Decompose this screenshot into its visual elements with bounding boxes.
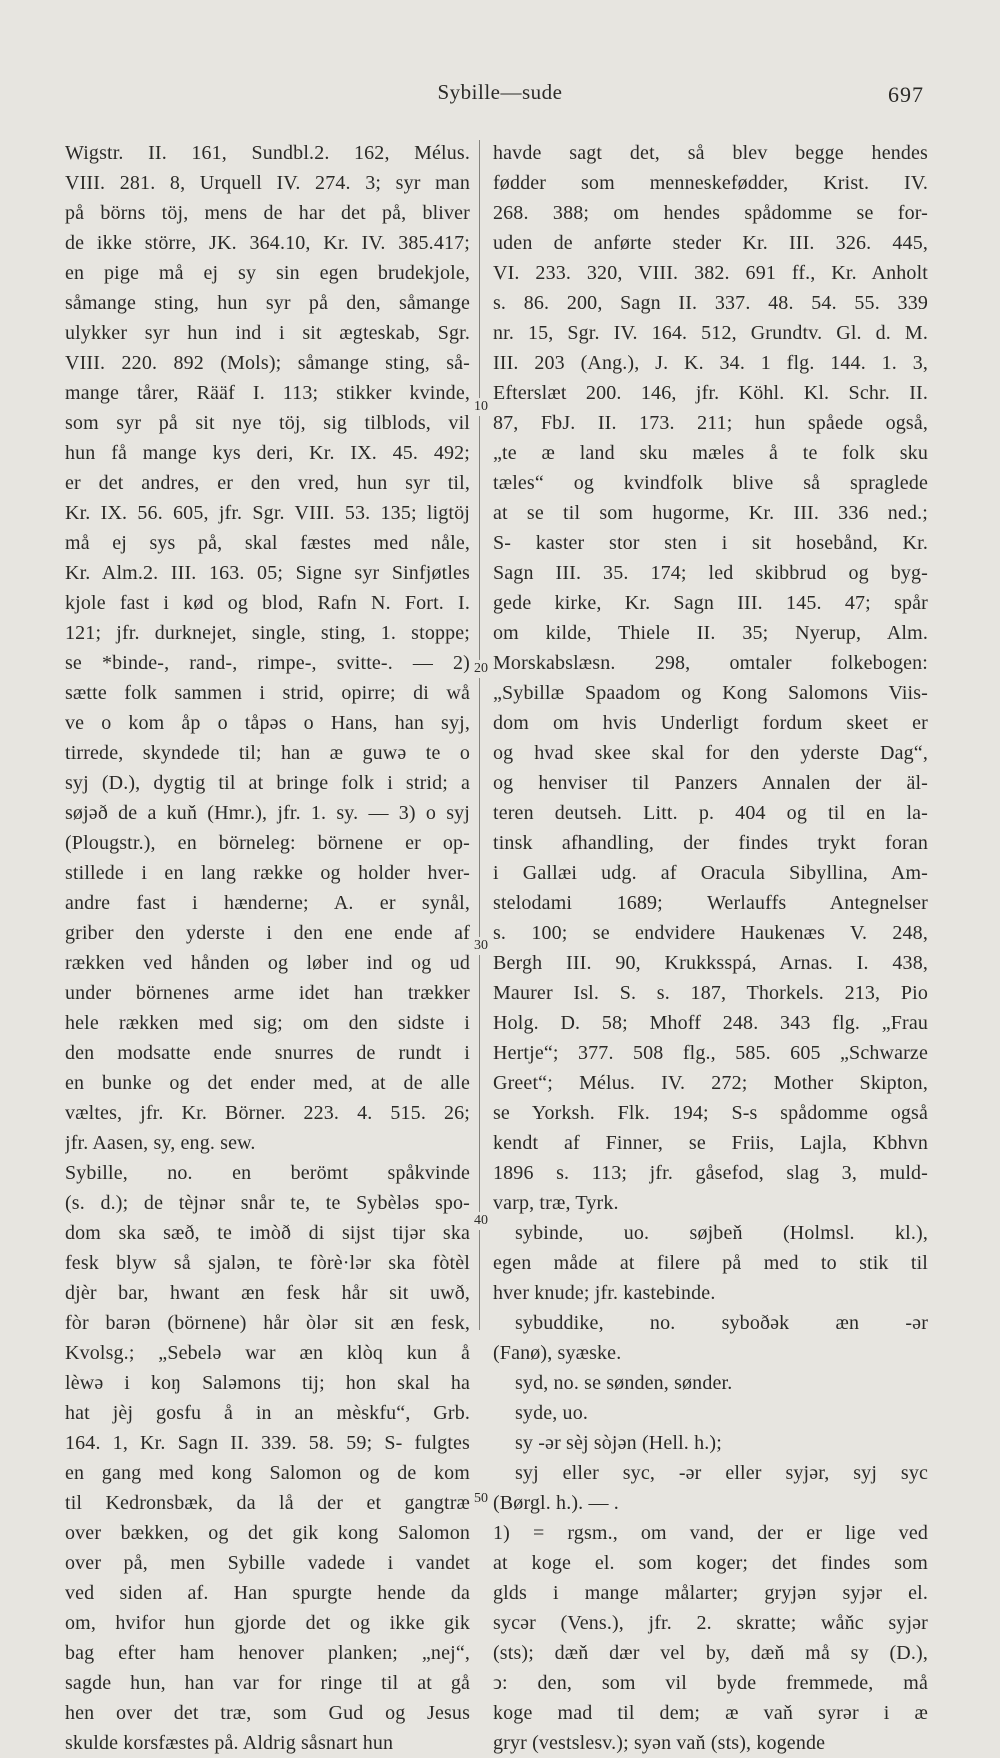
text-line: Sybille, no. en berömt spåkvinde xyxy=(65,1162,470,1184)
text-line: skulde korsfæstes på. Aldrig såsnart hun xyxy=(65,1732,394,1754)
line-number: 50 xyxy=(471,1490,491,1508)
text-line: rækken ved hånden og løber ind og ud xyxy=(65,952,470,974)
text-line: se Yorksh. Flk. 194; S-s spådomme også xyxy=(493,1102,928,1124)
text-line: „Sybillæ Spaadom og Kong Salomons Viis- xyxy=(493,682,928,704)
text-line: VIII. 220. 892 (Mols); såmange sting, så- xyxy=(65,352,470,374)
text-line: djèr bar, hwant æn fesk hår sit uwð, xyxy=(65,1282,470,1304)
text-line: Bergh III. 90, Krukksspá, Arnas. I. 438, xyxy=(493,952,928,974)
text-line: se *binde-, rand-, rimpe-, svitte-. — 2) xyxy=(65,652,470,674)
text-line: griber den yderste i den ene ende af xyxy=(65,922,470,944)
text-line: sagde hun, han var for ringe til at gå xyxy=(65,1672,470,1694)
text-line: (sts); dæň dær vel by, dæň må sy (D.), xyxy=(493,1642,928,1664)
text-line: VIII. 281. 8, Urquell IV. 274. 3; syr man xyxy=(65,172,470,194)
text-line: andre fast i hænderne; A. er synål, xyxy=(65,892,470,914)
text-line: uden de anførte steder Kr. III. 326. 445, xyxy=(493,232,928,254)
text-line: (s. d.); de tèjnər snår te, te Sybèləs spo- xyxy=(65,1192,470,1214)
text-line: syde, uo. xyxy=(515,1402,589,1424)
text-line: til Kedronsbæk, da lå der et gangtræ xyxy=(65,1492,470,1514)
text-line: 1) = rgsm., om vand, der er lige ved xyxy=(493,1522,928,1544)
page-header xyxy=(0,78,1000,108)
text-line: sybinde, uo. søjbeň (Holmsl. kl.), xyxy=(515,1222,928,1244)
text-line: lèwə i koŋ Saləmons tij; hon skal ha xyxy=(65,1372,470,1394)
text-line: 121; jfr. durknejet, single, sting, 1. stoppe; xyxy=(65,622,470,644)
text-line: sycər (Vens.), jfr. 2. skratte; wåňc syjər xyxy=(493,1612,928,1634)
right-column xyxy=(493,138,928,1758)
text-line: at se til som hugorme, Kr. III. 336 ned.; xyxy=(493,502,928,524)
text-line: tæles“ og kvindfolk blive så spraglede xyxy=(493,472,928,494)
text-line: fesk blyw så sjalən, te fòrè·lər ska fòtèl xyxy=(65,1252,470,1274)
text-line: sætte folk sammen i strid, opirre; di wå xyxy=(65,682,470,704)
text-line: 268. 388; om hendes spådomme se for- xyxy=(493,202,928,224)
text-line: væltes, jfr. Kr. Börner. 223. 4. 515. 26; xyxy=(65,1102,470,1124)
text-line: stelodami 1689; Werlauffs Antegnelser xyxy=(493,892,928,914)
text-line: ve o kom åp o tåpəs o Hans, han syj, xyxy=(65,712,470,734)
text-line: sybuddike, no. syboðək æn -ər xyxy=(515,1312,928,1334)
text-line: hver knude; jfr. kastebinde. xyxy=(493,1282,716,1304)
text-line: hen over det træ, som Gud og Jesus xyxy=(65,1702,470,1724)
text-line: glds i mange målarter; gryjən syjər el. xyxy=(493,1582,928,1604)
text-line: søjəð de a kuň (Hmr.), jfr. 1. sy. — 3) o syj xyxy=(65,802,470,824)
text-line: ulykker syr hun ind i sit ægteskab, Sgr. xyxy=(65,322,470,344)
text-line: som syr på sit nye töj, sig tilblods, vil xyxy=(65,412,470,434)
text-line: 1896 s. 113; jfr. gåsefod, slag 3, muld- xyxy=(493,1162,928,1184)
text-line: en gang med kong Salomon og de kom xyxy=(65,1462,470,1484)
text-line: Wigstr. II. 161, Sundbl.2. 162, Mélus. xyxy=(65,142,470,164)
text-line: nr. 15, Sgr. IV. 164. 512, Grundtv. Gl. d. M. xyxy=(493,322,928,344)
text-line: gede kirke, Kr. Sagn III. 145. 47; spår xyxy=(493,592,928,614)
text-line: (Fanø), syæske. xyxy=(493,1342,622,1364)
line-number: 10 xyxy=(471,398,491,416)
text-line: koge mad til dem; æ vaň syrər i æ xyxy=(493,1702,928,1724)
text-line: kjole fast i kød og blod, Rafn N. Fort. I. xyxy=(65,592,470,614)
text-line: Sagn III. 35. 174; led skibbrud og byg- xyxy=(493,562,928,584)
text-line: fòr barən (börnene) hår òlər sit æn fesk, xyxy=(65,1312,470,1334)
text-line: Efterslæt 200. 146, jfr. Köhl. Kl. Schr. II. xyxy=(493,382,928,404)
text-line: bag efter ham henover planken; „nej“, xyxy=(65,1642,470,1664)
text-line: over bækken, og det gik kong Salomon xyxy=(65,1522,470,1544)
text-line: Greet“; Mélus. IV. 272; Mother Skipton, xyxy=(493,1072,928,1094)
text-line: teren deutseh. Litt. p. 404 og til en la- xyxy=(493,802,928,824)
text-line: må ej sys på, skal fæstes med nåle, xyxy=(65,532,470,554)
text-line: er det andres, er den vred, hun syr til, xyxy=(65,472,470,494)
text-line: en pige må ej sy sin egen brudekjole, xyxy=(65,262,470,284)
text-line: III. 203 (Ang.), J. K. 34. 1 flg. 144. 1. 3, xyxy=(493,352,928,374)
text-line: varp, træ, Tyrk. xyxy=(493,1192,619,1214)
text-line: dom ska sæð, te imòð di sijst tijər ska xyxy=(65,1222,470,1244)
text-line: Kr. Alm.2. III. 163. 05; Signe syr Sinfjøtles xyxy=(65,562,470,584)
text-line: om kilde, Thiele II. 35; Nyerup, Alm. xyxy=(493,622,928,644)
text-line: under börnenes arme idet han trækker xyxy=(65,982,470,1004)
text-line: s. 100; se endvidere Haukenæs V. 248, xyxy=(493,922,928,944)
line-number: 20 xyxy=(471,660,491,678)
text-line: fødder som menneskefødder, Krist. IV. xyxy=(493,172,928,194)
text-line: mange tårer, Rääf I. 113; stikker kvinde, xyxy=(65,382,470,404)
column-divider xyxy=(479,140,480,1330)
line-number: 40 xyxy=(471,1212,491,1230)
text-line: „te æ land sku mæles å te folk sku xyxy=(493,442,928,464)
text-line: (Børgl. h.). — . xyxy=(493,1492,619,1514)
text-line: i Gallæi udg. af Oracula Sibyllina, Am- xyxy=(493,862,928,884)
text-line: havde sagt det, så blev begge hendes xyxy=(493,142,928,164)
text-line: over på, men Sybille vadede i vandet xyxy=(65,1552,470,1574)
text-line: S- kaster stor sten i sit hosebånd, Kr. xyxy=(493,532,928,554)
text-line: syj (D.), dygtig til at bringe folk i strid; a xyxy=(65,772,470,794)
text-line: Kvolsg.; „Sebelə war æn klòq kun å xyxy=(65,1342,470,1364)
text-line: på börns töj, mens de har det på, bliver xyxy=(65,202,470,224)
line-number: 30 xyxy=(471,937,491,955)
text-line: (Plougstr.), en börneleg: börnene er op- xyxy=(65,832,470,854)
text-line: Morskabslæsn. 298, omtaler folkebogen: xyxy=(493,652,928,674)
text-line: såmange sting, hun syr på den, såmange xyxy=(65,292,470,314)
text-line: sy -ər sèj sòjən (Hell. h.); xyxy=(515,1432,722,1454)
text-line: og henviser til Panzers Annalen der äl- xyxy=(493,772,928,794)
text-line: dom om hvis Underligt fordum skeet er xyxy=(493,712,928,734)
text-line: en bunke og det ender med, at de alle xyxy=(65,1072,470,1094)
text-line: syj eller syc, -ər eller syjər, syj syc xyxy=(515,1462,928,1484)
text-line: VI. 233. 320, VIII. 382. 691 ff., Kr. Anholt xyxy=(493,262,928,284)
text-line: 87, FbJ. II. 173. 211; hun spåede også, xyxy=(493,412,928,434)
text-line: og hvad skee skal for den yderste Dag“, xyxy=(493,742,928,764)
text-line: stillede i en lang række og holder hver- xyxy=(65,862,470,884)
text-line: jfr. Aasen, sy, eng. sew. xyxy=(65,1132,256,1154)
text-line: hele rækken med sig; om den sidste i xyxy=(65,1012,470,1034)
text-line: den modsatte ende snurres de rundt i xyxy=(65,1042,470,1064)
text-line: hun få mange kys deri, Kr. IX. 45. 492; xyxy=(65,442,470,464)
running-head: Sybille—sude xyxy=(437,80,563,104)
text-line: ved siden af. Han spurgte hende da xyxy=(65,1582,470,1604)
text-line: ↄ: den, som vil byde fremmede, må xyxy=(493,1672,928,1694)
text-line: Hertje“; 377. 508 flg., 585. 605 „Schwarze xyxy=(493,1042,928,1064)
text-line: kendt af Finner, se Friis, Lajla, Kbhvn xyxy=(493,1132,928,1154)
text-line: tirrede, skyndede til; han æ guwə te o xyxy=(65,742,470,764)
text-line: de ikke större, JK. 364.10, Kr. IV. 385.417; xyxy=(65,232,470,254)
text-line: syd, no. se sønden, sønder. xyxy=(515,1372,733,1394)
text-line: at koge el. som koger; det findes som xyxy=(493,1552,928,1574)
text-line: Maurer Isl. S. s. 187, Thorkels. 213, Pio xyxy=(493,982,928,1004)
text-line: Kr. IX. 56. 605, jfr. Sgr. VIII. 53. 135; ligtöj xyxy=(65,502,470,524)
page-number: 697 xyxy=(888,82,924,107)
text-line: gryr (vestslesv.); syən vaň (sts), kogende xyxy=(493,1732,826,1754)
text-line: egen måde at filere på med to stik til xyxy=(493,1252,928,1274)
text-line: hat jèj gosfu å in an mèskfu“, Grb. xyxy=(65,1402,470,1424)
text-line: Holg. D. 58; Mhoff 248. 343 flg. „Frau xyxy=(493,1012,928,1034)
text-line: 164. 1, Kr. Sagn II. 339. 58. 59; S- fulgtes xyxy=(65,1432,470,1454)
text-line: om, hvifor hun gjorde det og ikke gik xyxy=(65,1612,470,1634)
left-column xyxy=(65,138,470,1758)
text-line: tinsk afhandling, der findes trykt foran xyxy=(493,832,928,854)
text-line: s. 86. 200, Sagn II. 337. 48. 54. 55. 339 xyxy=(493,292,928,314)
